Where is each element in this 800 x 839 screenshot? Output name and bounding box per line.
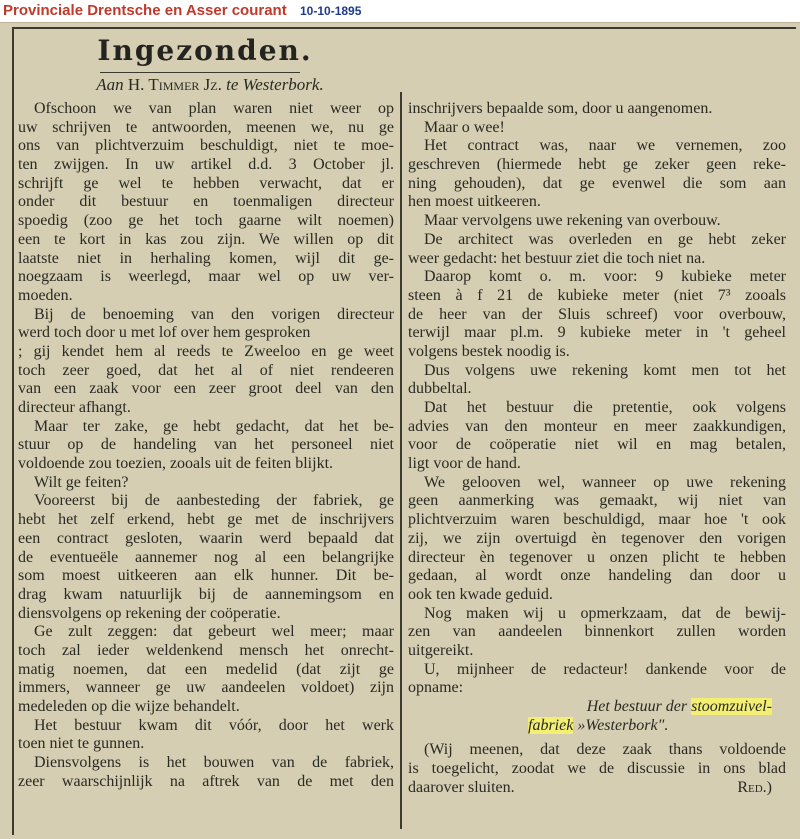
left-column-line: medeleden op die wijze behandelt.: [18, 698, 240, 715]
address-name: H. Timmer Jz.: [127, 75, 222, 94]
left-column-line: Bij de benoeming van den vorigen directeur: [34, 305, 394, 323]
signature-highlight-2: fabriek: [528, 716, 574, 734]
newspaper-name: Provinciale Drentsche en Asser courant: [3, 2, 287, 19]
left-column: [18, 100, 394, 791]
right-column-line: gedaan, al wordt onze handeling dan door u: [408, 567, 786, 585]
header-bar: [0, 0, 800, 23]
right-column-line: zij, we zijn overtuigd èn tegenover den vorigen: [408, 529, 786, 547]
frame-rule-top: [12, 27, 796, 29]
left-column-line: Ge zult zeggen: dat gebeurt wel meer; maar: [34, 623, 394, 641]
closing-note-line: (Wij meenen, dat deze zaak thans voldoende: [424, 741, 786, 759]
left-column-line: Diensvolgens is het bouwen van de fabriek,: [34, 754, 394, 772]
left-column-line: Het bestuur kwam dit vóór, door het werk: [34, 716, 394, 734]
left-column-line: toen niet te gunnen.: [18, 735, 145, 753]
signature-prefix: Het bestuur der: [586, 698, 692, 715]
right-column-line: volgens bestek noodig is.: [408, 342, 570, 360]
right-column-line: dubbeltal.: [408, 380, 472, 398]
right-column-line: voor de coöperatie niet wil en mag betalen,: [408, 436, 786, 454]
signature-line-2: [408, 717, 786, 736]
left-column-line: Wilt ge feiten?: [34, 473, 129, 491]
left-column-line: een te kort in kas zou zijn. We willen op dit: [18, 230, 394, 248]
article-heading-block: [60, 34, 350, 67]
left-column-line: immers, wanneer ge uw aandeelen voldoet) zijn: [18, 679, 394, 697]
right-column-line: We gelooven wel, wanneer op uwe rekening: [424, 473, 786, 491]
left-column-line: ; gij kendet hem al reeds te Zweeloo en ge weet: [18, 342, 394, 360]
left-column-line: som moest uitkeeren aan elk hunner. Dit be-: [18, 567, 394, 585]
left-column-line: onder dit bestuur en toenmaligen directeur: [18, 193, 394, 211]
right-column-line: Daarop komt o. m. voor: 9 kubieke meter: [424, 268, 786, 286]
left-column-line: schrijft ge wel te hebben verwacht, dat er: [18, 174, 394, 192]
right-column-line: weer gedacht: het bestuur ziet die toch niet na.: [408, 249, 706, 267]
right-column-line: inschrijvers bepaalde som, door u aangenomen.: [408, 100, 713, 117]
right-column-line: geen aanmerking was gemaakt, wij niet van: [408, 492, 786, 510]
right-column-line: ook ten kwade geduid.: [408, 585, 553, 603]
right-column-line: de heer van der Sluis schreef) voor overbouw,: [408, 305, 786, 323]
right-column-body: [408, 100, 786, 698]
left-column-line: ten zwijgen. In uw artikel d.d. 3 October jl.: [18, 156, 394, 174]
left-column-line: spoedig (zoo ge het toch gaarne wilt noemen): [18, 212, 394, 230]
heading-rule: [100, 72, 300, 73]
address-suffix: te Westerbork.: [226, 75, 324, 94]
editor-mark: Red.): [737, 778, 772, 796]
right-column-line: terwijl maar pl.m. 9 kubieke meter in 't geheel: [408, 324, 786, 342]
signature-line-1: [408, 698, 786, 717]
right-column-line: De architect was overleden en ge hebt zeker: [424, 230, 786, 248]
left-column-line: stuur op de handeling van het personeel niet: [18, 436, 394, 454]
publication-date: 10-10-1895: [300, 4, 362, 18]
right-column-line: steen à f 21 de kubieke meter (niet 7³ zooals: [408, 286, 786, 304]
left-column-line: zeer waarschijnlijk na aftrek van de met den: [18, 772, 394, 790]
closing-note: [408, 741, 786, 797]
column-divider: [400, 92, 402, 829]
address-prefix: Aan: [96, 75, 124, 94]
left-column-line: voldoende zou toezien, zooals uit de feiten blijkt.: [18, 455, 334, 473]
closing-note-line: is toegelicht, zoodat we de discussie in ons blad: [408, 760, 786, 778]
closing-note-line: daarover sluiten.: [408, 778, 515, 796]
right-column-line: geschreven (hiermede hebt ge zeker geen reke-: [408, 156, 786, 174]
signature-suffix: »Westerbork".: [573, 716, 669, 734]
right-column-line: Nog maken wij u opmerkzaam, dat de bewij-: [424, 604, 786, 622]
left-column-line: Maar ter zake, ge hebt gedacht, dat het be-: [34, 417, 394, 435]
right-column-line: Maar o wee!: [424, 118, 505, 136]
left-column-line: laatste niet in herhaling komen, wijl dit ge-: [18, 249, 394, 267]
left-column-line: Vooreerst bij de aanbesteding der fabriek, ge: [34, 492, 394, 510]
left-column-line: hebt het zelf erkend, hebt ge met de inschrijvers: [18, 511, 394, 529]
left-column-line: van een zaak voor een zeer groot deel van den: [18, 380, 394, 398]
right-column-line: Dus volgens uwe rekening komt men tot het: [424, 361, 786, 379]
left-column-line: werd toch door u met lof over hem gesproken: [18, 324, 311, 342]
left-column-line: moeden.: [18, 286, 73, 304]
right-column-line: Het contract was, naar we vernemen, zoo: [424, 137, 786, 155]
right-column: [408, 100, 786, 816]
left-column-line: diensvolgens op rekening der coöperatie.: [18, 604, 281, 622]
right-column-line: Dat het bestuur die pretentie, ook volgens: [424, 399, 786, 416]
right-column-line: uitgereikt.: [408, 641, 474, 659]
left-column-line: noegzaam is weerlegd, maar wel op uw ver-: [18, 268, 394, 286]
frame-rule-left: [12, 27, 14, 835]
right-column-line: opname:: [408, 679, 464, 697]
right-column-line: Maar vervolgens uwe rekening van overbouw.: [424, 212, 721, 230]
left-column-line: directeur afhangt.: [18, 399, 131, 416]
right-column-line: ning gehouden), dat ge evenwel die som aan: [408, 174, 786, 192]
left-column-line: een contract gesloten, waarin werd bepaald dat: [18, 529, 394, 547]
left-column-line: drag kwam natuurlijk bij de aannemingsom en: [18, 585, 394, 603]
right-column-line: zen van aandeelen binnenkort zullen worden: [408, 623, 786, 641]
right-column-line: advies van den monteur en meer zaakkundigen,: [408, 417, 786, 435]
left-column-line: toch zal ieder weldenkend mensch het onrecht-: [18, 641, 394, 659]
signature-highlight-1: stoomzuivel-: [691, 698, 772, 715]
right-column-line: directeur èn tegenover u onzen plicht te hebben: [408, 548, 786, 566]
left-column-line: ons van plichtverzuim beschuldigt, niet te moe-: [18, 137, 394, 155]
left-column-line: uw schrijven te antwoorden, meenen we, nu ge: [18, 118, 394, 136]
left-column-line: de eventueële aannemer nog al een belangrijke: [18, 548, 394, 566]
right-column-line: ligt voor de hand.: [408, 455, 521, 473]
left-column-line: matig noemen, dat een medelid (dat zijt ge: [18, 660, 394, 678]
right-column-line: hen moest uitkeeren.: [408, 193, 541, 211]
article-address: [20, 75, 400, 95]
left-column-line: Ofschoon we van plan waren niet weer op: [34, 100, 394, 117]
right-column-line: plichtverzuim waren beschuldigd, maar hoe 't ook: [408, 511, 786, 529]
left-column-line: toch zeer goed, dat het al of niet rendeeren: [18, 361, 394, 379]
article-heading: Ingezonden.: [97, 34, 313, 67]
right-column-line: U, mijnheer de redacteur! dankende voor de: [424, 660, 786, 678]
